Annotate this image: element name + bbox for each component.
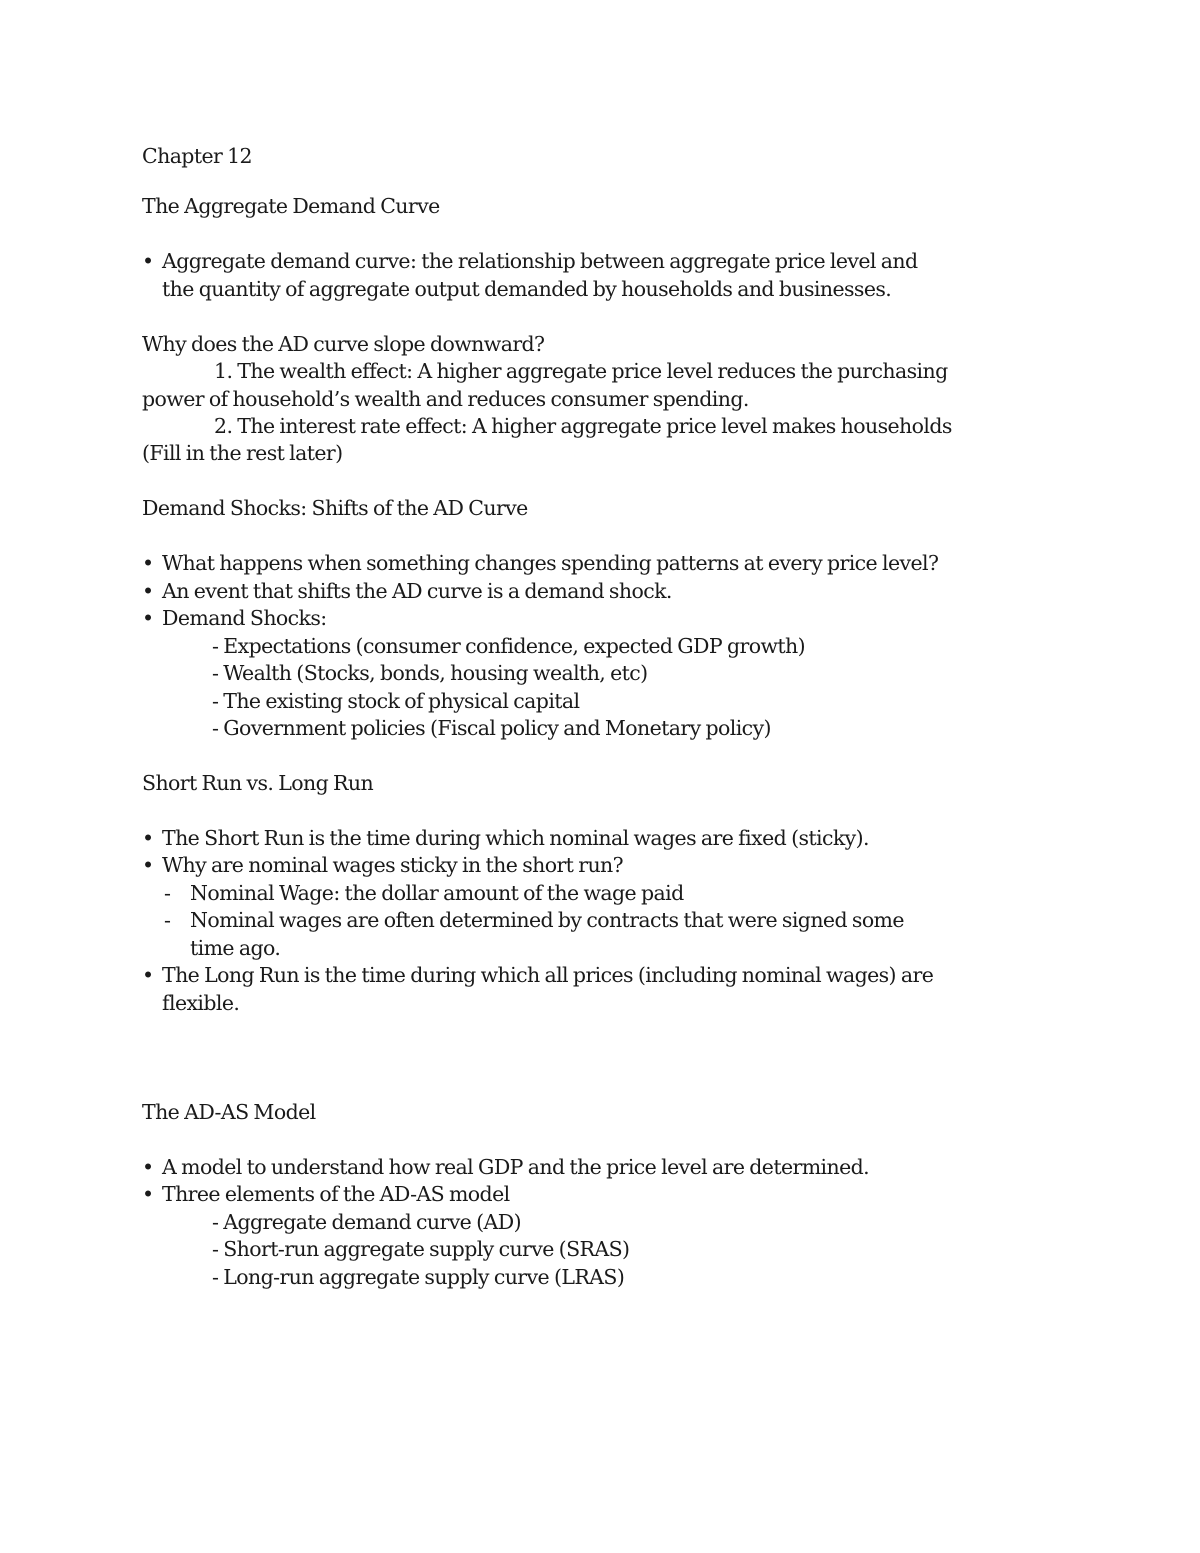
ad-as-element: - Short-run aggregate supply curve (SRAS) [212,1237,630,1261]
interest-rate-effect-line-1: 2. The interest rate effect: A higher aggregate price level makes households [214,414,952,438]
bullet-marker: • [142,826,154,850]
bullet-marker: • [142,606,154,630]
wealth-effect-line-1: 1. The wealth effect: A higher aggregate price level reduces the purchasing [214,359,948,383]
bullet-marker: • [142,963,154,987]
bullet-marker: • [142,853,154,877]
wealth-effect-line-2: power of household’s wealth and reduces consumer spending. [142,387,749,411]
demand-shock-bullet-3: Demand Shocks: [162,606,327,630]
bullet-marker: • [142,1155,154,1179]
long-run-line-2: flexible. [162,991,240,1015]
interest-rate-effect-line-2: (Fill in the rest later) [142,441,343,465]
long-run-line-1: The Long Run is the time during which all prices (including nominal wages) are [162,963,934,987]
short-run-bullet-1: The Short Run is the time during which nominal wages are fixed (sticky). [162,826,869,850]
bullet-marker: • [142,1182,154,1206]
section-heading-aggregate-demand: The Aggregate Demand Curve [142,194,440,218]
short-run-bullet-2: Why are nominal wages sticky in the short run? [162,853,624,877]
ad-as-element: - Long-run aggregate supply curve (LRAS) [212,1265,625,1289]
section-heading-demand-shocks: Demand Shocks: Shifts of the AD Curve [142,496,528,520]
ad-definition-line-2: the quantity of aggregate output demanded by households and businesses. [162,277,892,301]
dash-marker: - [164,908,171,932]
demand-shock-item: - Wealth (Stocks, bonds, housing wealth, etc) [212,661,648,685]
slope-question: Why does the AD curve slope downward? [142,332,545,356]
ad-as-bullet-2: Three elements of the AD-AS model [162,1182,510,1206]
nominal-wage-contracts-line-2: time ago. [190,936,281,960]
chapter-title: Chapter 12 [142,144,253,168]
section-heading-short-long-run: Short Run vs. Long Run [142,771,374,795]
demand-shock-item: - The existing stock of physical capital [212,689,580,713]
demand-shock-item: - Government policies (Fiscal policy and Monetary policy) [212,716,771,740]
demand-shock-bullet-1: What happens when something changes spending patterns at every price level? [162,551,939,575]
bullet-marker: • [142,579,154,603]
dash-marker: - [164,881,171,905]
bullet-marker: • [142,551,154,575]
demand-shock-bullet-2: An event that shifts the AD curve is a demand shock. [162,579,672,603]
ad-as-bullet-1: A model to understand how real GDP and the price level are determined. [162,1155,870,1179]
demand-shock-item: - Expectations (consumer confidence, expected GDP growth) [212,634,806,658]
ad-as-element: - Aggregate demand curve (AD) [212,1210,521,1234]
nominal-wage-definition: Nominal Wage: the dollar amount of the wage paid [190,881,684,905]
ad-definition-line-1: Aggregate demand curve: the relationship between aggregate price level and [162,249,918,273]
nominal-wage-contracts-line-1: Nominal wages are often determined by contracts that were signed some [190,908,904,932]
bullet-marker: • [142,249,154,273]
section-heading-ad-as-model: The AD-AS Model [142,1100,316,1124]
